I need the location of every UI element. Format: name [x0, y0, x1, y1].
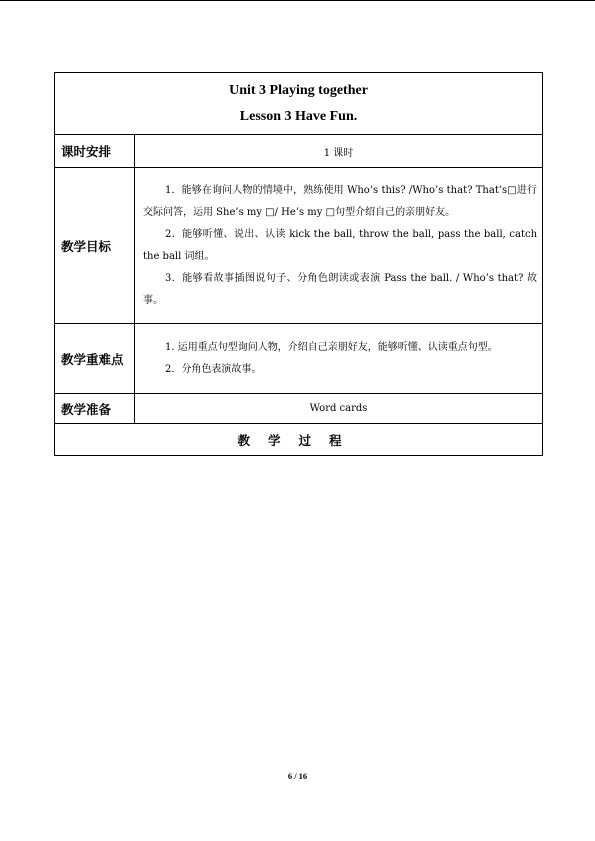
schedule-value: 1 课时	[135, 135, 543, 168]
title-cell	[55, 73, 543, 135]
key-point-item: 1. 运用重点句型询问人物，介绍自己亲朋好友，能够听懂、认读重点句型。	[165, 341, 498, 353]
objective-item: 3．能够看故事插图说句子、分角色朗读或表演 Pass the ball. / Who’s that? 故事。	[143, 272, 538, 306]
objectives-content	[135, 168, 543, 324]
process-row	[55, 424, 543, 456]
page-number: 6 / 16	[287, 771, 308, 781]
key-points-content	[135, 324, 543, 394]
process-header: 教学过程	[55, 424, 543, 456]
objectives-label: 教学目标	[55, 168, 135, 324]
key-points-label: 教学重难点	[55, 324, 135, 394]
objective-item: 2．能够听懂、说出、认读 kick the ball, throw the ball, pass the ball, catch the ball 词组。	[143, 228, 538, 262]
preparation-label: 教学准备	[55, 394, 135, 424]
schedule-row	[55, 135, 543, 168]
lesson-plan-table	[54, 72, 543, 456]
objective-item: 1．能够在询问人物的情境中，熟练使用 Who’s this? /Who’s that? That’s□进行交际问答，运用 She’s my □/ He’s my □句型介绍自己的亲朋好友。	[143, 184, 538, 218]
preparation-value: Word cards	[135, 394, 543, 424]
title-row	[55, 73, 543, 135]
top-rule	[0, 0, 595, 1]
preparation-row	[55, 394, 543, 424]
key-point-item: 2．分角色表演故事。	[165, 363, 262, 375]
lesson-title: Lesson 3 Have Fun.	[239, 108, 358, 124]
schedule-label: 课时安排	[55, 135, 135, 168]
objectives-row	[55, 168, 543, 324]
key-points-row	[55, 324, 543, 394]
unit-title: Unit 3 Playing together	[229, 82, 368, 98]
